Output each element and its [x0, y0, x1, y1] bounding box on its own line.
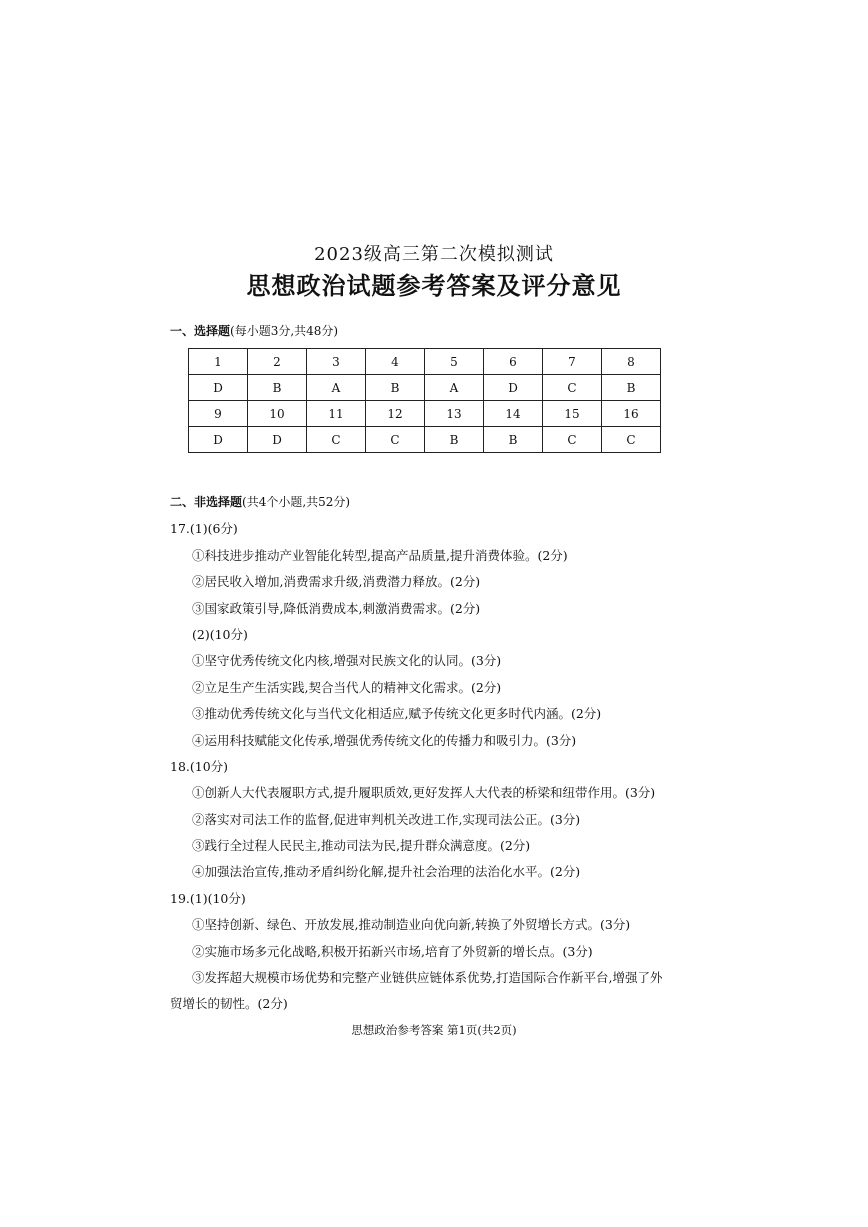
answer-cell: D — [189, 375, 248, 401]
answer-cell: C — [366, 427, 425, 453]
section-note: (每小题3分,共48分) — [230, 324, 339, 338]
question-number-cell: 8 — [602, 349, 661, 375]
answer-cell: B — [484, 427, 543, 453]
answer-cell: D — [484, 375, 543, 401]
question-number-cell: 11 — [307, 401, 366, 427]
answer-line: ①坚守优秀传统文化内核,增强对民族文化的认同。(3分) — [192, 653, 502, 668]
answer-cell: D — [189, 427, 248, 453]
answer-line: ②落实对司法工作的监督,促进审判机关改进工作,实现司法公正。(3分) — [192, 812, 581, 827]
question-number-cell: 12 — [366, 401, 425, 427]
answer-cell: B — [366, 375, 425, 401]
answer-line: ③国家政策引导,降低消费成本,刺激消费需求。(2分) — [192, 601, 481, 616]
answer-row — [189, 375, 661, 401]
answer-line: ①科技进步推动产业智能化转型,提高产品质量,提升消费体验。(2分) — [192, 548, 568, 563]
answer-line: ①创新人大代表履职方式,提升履职质效,更好发挥人大代表的桥梁和纽带作用。(3分) — [192, 785, 656, 800]
question-number-cell: 3 — [307, 349, 366, 375]
answer-line-continued: 贸增长的韧性。(2分) — [170, 996, 288, 1011]
question-number-cell: 14 — [484, 401, 543, 427]
answer-line: ②实施市场多元化战略,积极开拓新兴市场,培育了外贸新的增长点。(3分) — [192, 944, 593, 959]
answer-line: ④加强法治宣传,推动矛盾纠纷化解,提升社会治理的法治化水平。(2分) — [192, 864, 581, 879]
question-number-cell: 6 — [484, 349, 543, 375]
question-17-part-2-heading: (2)(10分) — [192, 627, 248, 642]
question-number-row — [189, 401, 661, 427]
question-number-cell: 5 — [425, 349, 484, 375]
question-18-heading: 18.(10分) — [170, 759, 229, 774]
question-number-cell: 15 — [543, 401, 602, 427]
question-number-cell: 10 — [248, 401, 307, 427]
section-heading-nonchoice — [170, 493, 350, 510]
question-number-cell: 9 — [189, 401, 248, 427]
answer-cell: A — [307, 375, 366, 401]
answer-table — [188, 348, 661, 453]
question-number-cell: 13 — [425, 401, 484, 427]
answer-cell: B — [602, 375, 661, 401]
answer-cell: C — [307, 427, 366, 453]
answer-line: ④运用科技赋能文化传承,增强优秀传统文化的传播力和吸引力。(3分) — [192, 733, 577, 748]
question-number-row — [189, 349, 661, 375]
answer-cell: C — [602, 427, 661, 453]
question-17-part-1-heading: 17.(1)(6分) — [170, 521, 238, 536]
question-number-cell: 16 — [602, 401, 661, 427]
exam-title: 2023级高三第二次模拟测试 — [314, 244, 554, 265]
page-footer: 思想政治参考答案 第1页(共2页) — [351, 1023, 517, 1037]
question-number-cell: 1 — [189, 349, 248, 375]
answer-cell: B — [425, 427, 484, 453]
section-label: 二、非选择题 — [170, 495, 243, 509]
answer-line: ②居民收入增加,消费需求升级,消费潜力释放。(2分) — [192, 574, 481, 589]
question-number-cell: 2 — [248, 349, 307, 375]
question-number-cell: 4 — [366, 349, 425, 375]
answer-cell: D — [248, 427, 307, 453]
answer-cell: C — [543, 375, 602, 401]
answer-line: ③践行全过程人民民主,推动司法为民,提升群众满意度。(2分) — [192, 838, 531, 853]
answer-line: ①坚持创新、绿色、开放发展,推动制造业向优向新,转换了外贸增长方式。(3分) — [192, 917, 631, 932]
answer-cell: A — [425, 375, 484, 401]
question-number-cell: 7 — [543, 349, 602, 375]
question-19-part-1-heading: 19.(1)(10分) — [170, 891, 246, 906]
answer-line: ②立足生产生活实践,契合当代人的精神文化需求。(2分) — [192, 680, 502, 695]
answer-line: ③推动优秀传统文化与当代文化相适应,赋予传统文化更多时代内涵。(2分) — [192, 706, 602, 721]
answer-line: ③发挥超大规模市场优势和完整产业链供应链体系优势,打造国际合作新平台,增强了外 — [192, 970, 663, 985]
section-note: (共4个小题,共52分) — [242, 495, 351, 509]
answer-cell: B — [248, 375, 307, 401]
answer-row — [189, 427, 661, 453]
answer-cell: C — [543, 427, 602, 453]
section-heading-choice — [170, 322, 338, 339]
section-label: 一、选择题 — [170, 324, 231, 338]
document-title: 思想政治试题参考答案及评分意见 — [246, 272, 622, 300]
